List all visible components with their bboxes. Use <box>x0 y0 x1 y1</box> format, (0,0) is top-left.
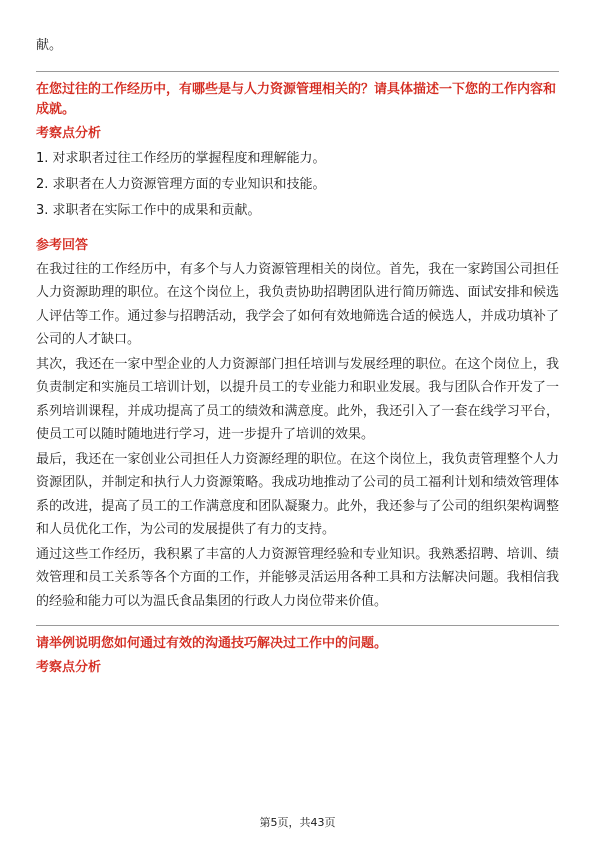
analysis-point: 1. 对求职者过往工作经历的掌握程度和理解能力。 <box>36 150 326 166</box>
analysis-point: 3. 求职者在实际工作中的成果和贡献。 <box>36 202 261 218</box>
continuation-text: 献。 <box>36 38 63 53</box>
answer-paragraph: 其次，我还在一家中型企业的人力资源部门担任培训与发展经理的职位。在这个岗位上，我负责制定和实施员工培训计划，以提升员工的专业能力和职业发展。我与团队合作开发了一系列培训课程，并成功提高了员工的绩效和满意度。此外，我还引入了一套在线学习平台，使员工可以随时随地进行学习，进一步提升了培训的效果。 <box>36 356 559 442</box>
answer-heading: 参考回答 <box>36 237 89 253</box>
question-title: 请举例说明您如何通过有效的沟通技巧解决过工作中的问题。 <box>36 636 388 651</box>
analysis-heading: 考察点分析 <box>36 125 102 141</box>
document-page <box>36 28 559 680</box>
question-title: 在您过往的工作经历中，有哪些是与人力资源管理相关的？请具体描述一下您的工作内容和成就。 <box>36 81 557 117</box>
answer-body <box>36 258 559 614</box>
page-footer: 第5页，共43页 <box>259 816 336 829</box>
answer-paragraph: 在我过往的工作经历中，有多个与人力资源管理相关的岗位。首先，我在一家跨国公司担任人力资源助理的职位。在这个岗位上，我负责协助招聘团队进行简历筛选、面试安排和候选人评估等工作。通过参与招聘活动，我学会了如何有效地筛选合适的候选人，并成功填补了公司的人才缺口。 <box>36 261 559 347</box>
analysis-heading: 考察点分析 <box>36 660 102 675</box>
answer-paragraph: 最后，我还在一家创业公司担任人力资源经理的职位。在这个岗位上，我负责管理整个人力资源团队，并制定和执行人力资源策略。我成功地推动了公司的员工福利计划和绩效管理体系的改进，提高了员工的工作满意度和团队凝聚力。此外，我还参与了公司的组织架构调整和人员优化工作，为公司的发展提供了有力的支持。 <box>36 451 559 537</box>
analysis-point: 2. 求职者在人力资源管理方面的专业知识和技能。 <box>36 176 326 192</box>
section-divider <box>36 71 559 72</box>
section-divider <box>36 625 559 626</box>
answer-paragraph: 通过这些工作经历，我积累了丰富的人力资源管理经验和专业知识。我熟悉招聘、培训、绩效管理和员工关系等各个方面的工作，并能够灵活运用各种工具和方法解决问题。我相信我的经验和能力可以为温氏食品集团的行政人力岗位带来价值。 <box>36 546 559 609</box>
